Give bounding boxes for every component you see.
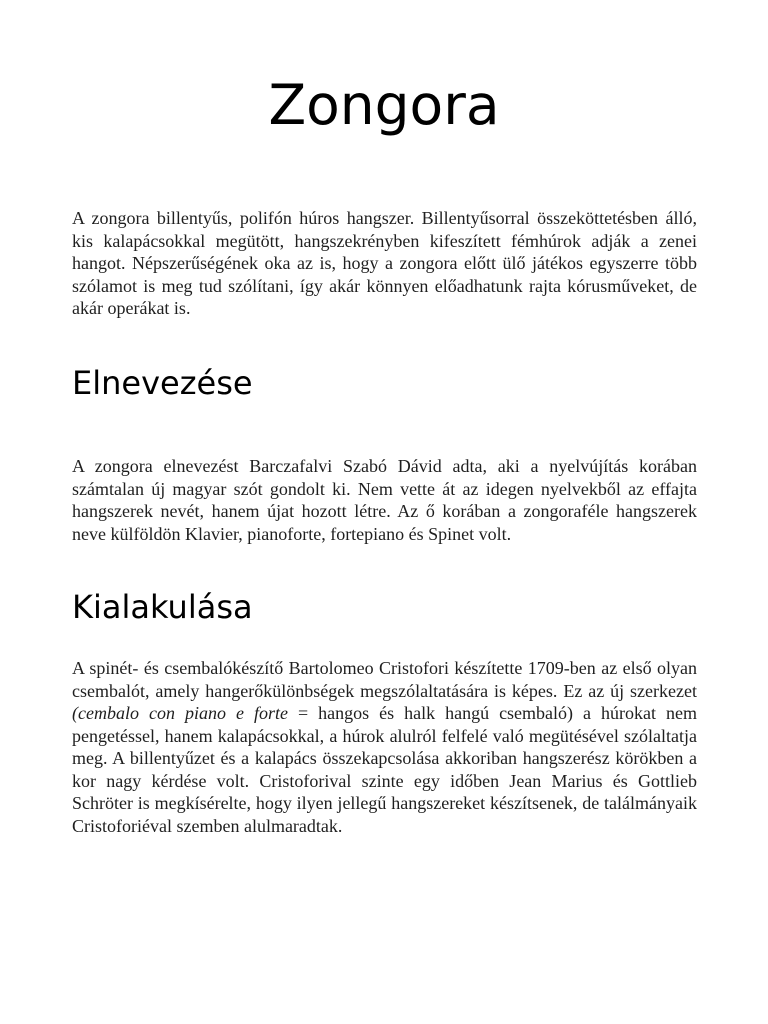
section-heading-kialakulasa: Kialakulása [72,588,253,626]
italic-term: (cembalo con piano e forte [72,703,288,723]
page-title: Zongora [268,73,500,137]
paragraph-text-start: A spinét- és csembalókészítő Bartolomeo Cristofori készítette 1709-ben az első olyan csembalót, amely hangerőkülönbségek megszólaltatására is képes. Ez az új szerkezet [72,658,697,701]
section-paragraph-kialakulasa [72,657,697,837]
section-paragraph-elnevezese: A zongora elnevezést Barczafalvi Szabó Dávid adta, aki a nyelvújítás korában számtalan új magyar szót gondolt ki. Nem vette át az idegen nyelvekből az effajta hangszerek nevét, hanem újat hozott létre. Az ő korában a zongoraféle hangszerek neve külföldön Klavier, pianoforte, fortepiano és Spinet volt. [72,456,697,544]
section-heading-elnevezese: Elnevezése [72,364,253,402]
intro-paragraph: A zongora billentyűs, polifón húros hangszer. Billentyűsorral összeköttetésben álló, kis kalapácsokkal megütött, hangszekrényben kifeszített fémhúrok adják a zenei hangot. Népszerűségének oka az is, hogy a zongora előtt ülő játékos egyszerre több szólamot is meg tud szólítani, így akár könnyen előadhatunk rajta kórusműveket, de akár operákat is. [72,208,697,318]
paragraph-text-end: = hangos és halk hangú csembaló) a húrokat nem pengetéssel, hanem kalapácsokkal, a húrok alulról felfelé való megütésével szólaltatja meg. A billentyűzet és a kalapács összekapcsolása akkoriban hangszerész körökben a kor nagy kérdése volt. Cristoforival szinte egy időben Jean Marius és Gottlieb Schröter is megkísérelte, hogy ilyen jellegű hangszereket készítsenek, de találmányaik Cristoforiéval szemben alulmaradtak. [72,703,697,836]
